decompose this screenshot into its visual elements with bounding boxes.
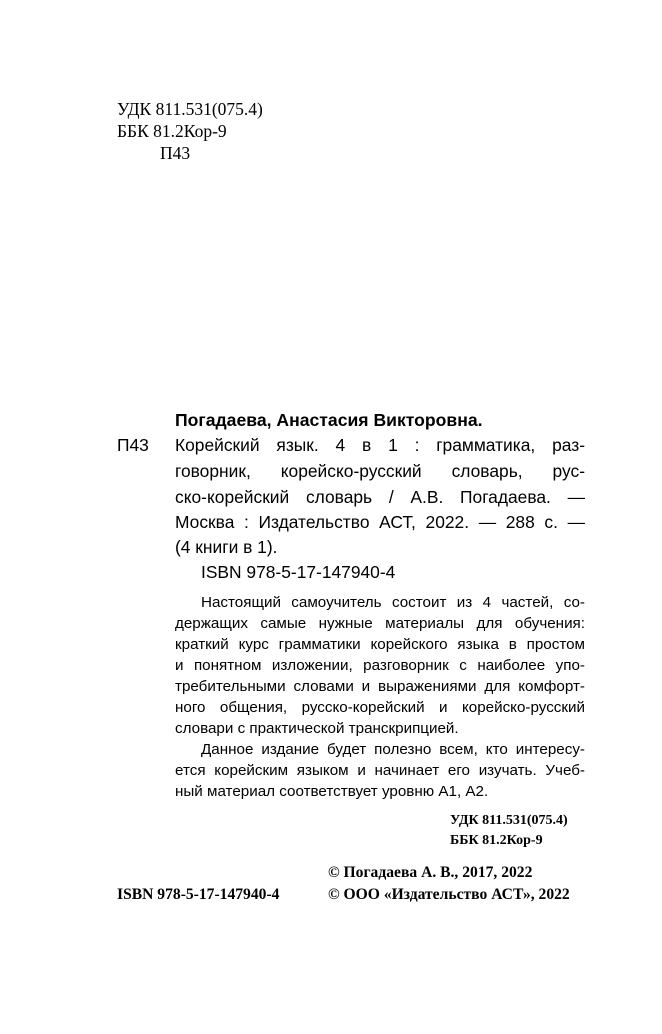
author-sign-top: П43 — [160, 143, 191, 163]
annotation-line: краткий курс грамматики корейского языка в простом — [175, 636, 585, 653]
annotation-paragraph-2 — [175, 739, 585, 802]
annotation-line: и понятном изложении, разговорник с наиболее упо- — [175, 657, 585, 674]
annotation-line: держащих самые нужные материалы для обучения: — [175, 615, 585, 632]
annotation-line: ется корейским языком и начинает его изучать. Учеб- — [175, 762, 585, 779]
annotation-line: ный материал соответствует уровню А1, А2. — [175, 783, 489, 800]
author-sign: П43 — [117, 435, 149, 455]
author-heading: Погадаева, Анастасия Викторовна. — [175, 410, 483, 430]
isbn-entry: ISBN 978-5-17-147940-4 — [201, 562, 396, 582]
title-line-5: (4 книги в 1). — [175, 537, 278, 557]
isbn-footer: ISBN 978-5-17-147940-4 — [117, 886, 280, 903]
title-line-1: Корейский язык. 4 в 1 : грамматика, раз- — [175, 435, 585, 455]
bbk-index-top: ББК 81.2Кор-9 — [117, 121, 227, 141]
annotation-paragraph-1 — [175, 592, 585, 739]
annotation-line: Настоящий самоучитель состоит из 4 частей, со- — [201, 594, 585, 611]
annotation-line: словари с практической транскрипцией. — [175, 720, 459, 737]
annotation-line: Данное издание будет полезно всем, кто интересу- — [201, 741, 585, 758]
bbk-index-bottom: ББК 81.2Кор-9 — [450, 833, 543, 848]
udk-index-bottom: УДК 811.531(075.4) — [450, 813, 568, 828]
copyright-publisher: © ООО «Издательство АСТ», 2022 — [328, 886, 570, 903]
title-line-3: ско-корейский словарь / А.В. Погадаева. — — [175, 487, 585, 507]
annotation-line: ного общения, русско-корейский и корейско-русский — [175, 699, 585, 716]
title-line-2: говорник, корейско-русский словарь, рус- — [175, 461, 585, 481]
udk-index-top: УДК 811.531(075.4) — [117, 99, 263, 119]
title-line-4: Москва : Издательство АСТ, 2022. — 288 с. — — [175, 512, 585, 532]
copyright-author: © Погадаева А. В., 2017, 2022 — [328, 864, 533, 881]
annotation-line: требительными словами и выражениями для комфорт- — [175, 678, 585, 695]
